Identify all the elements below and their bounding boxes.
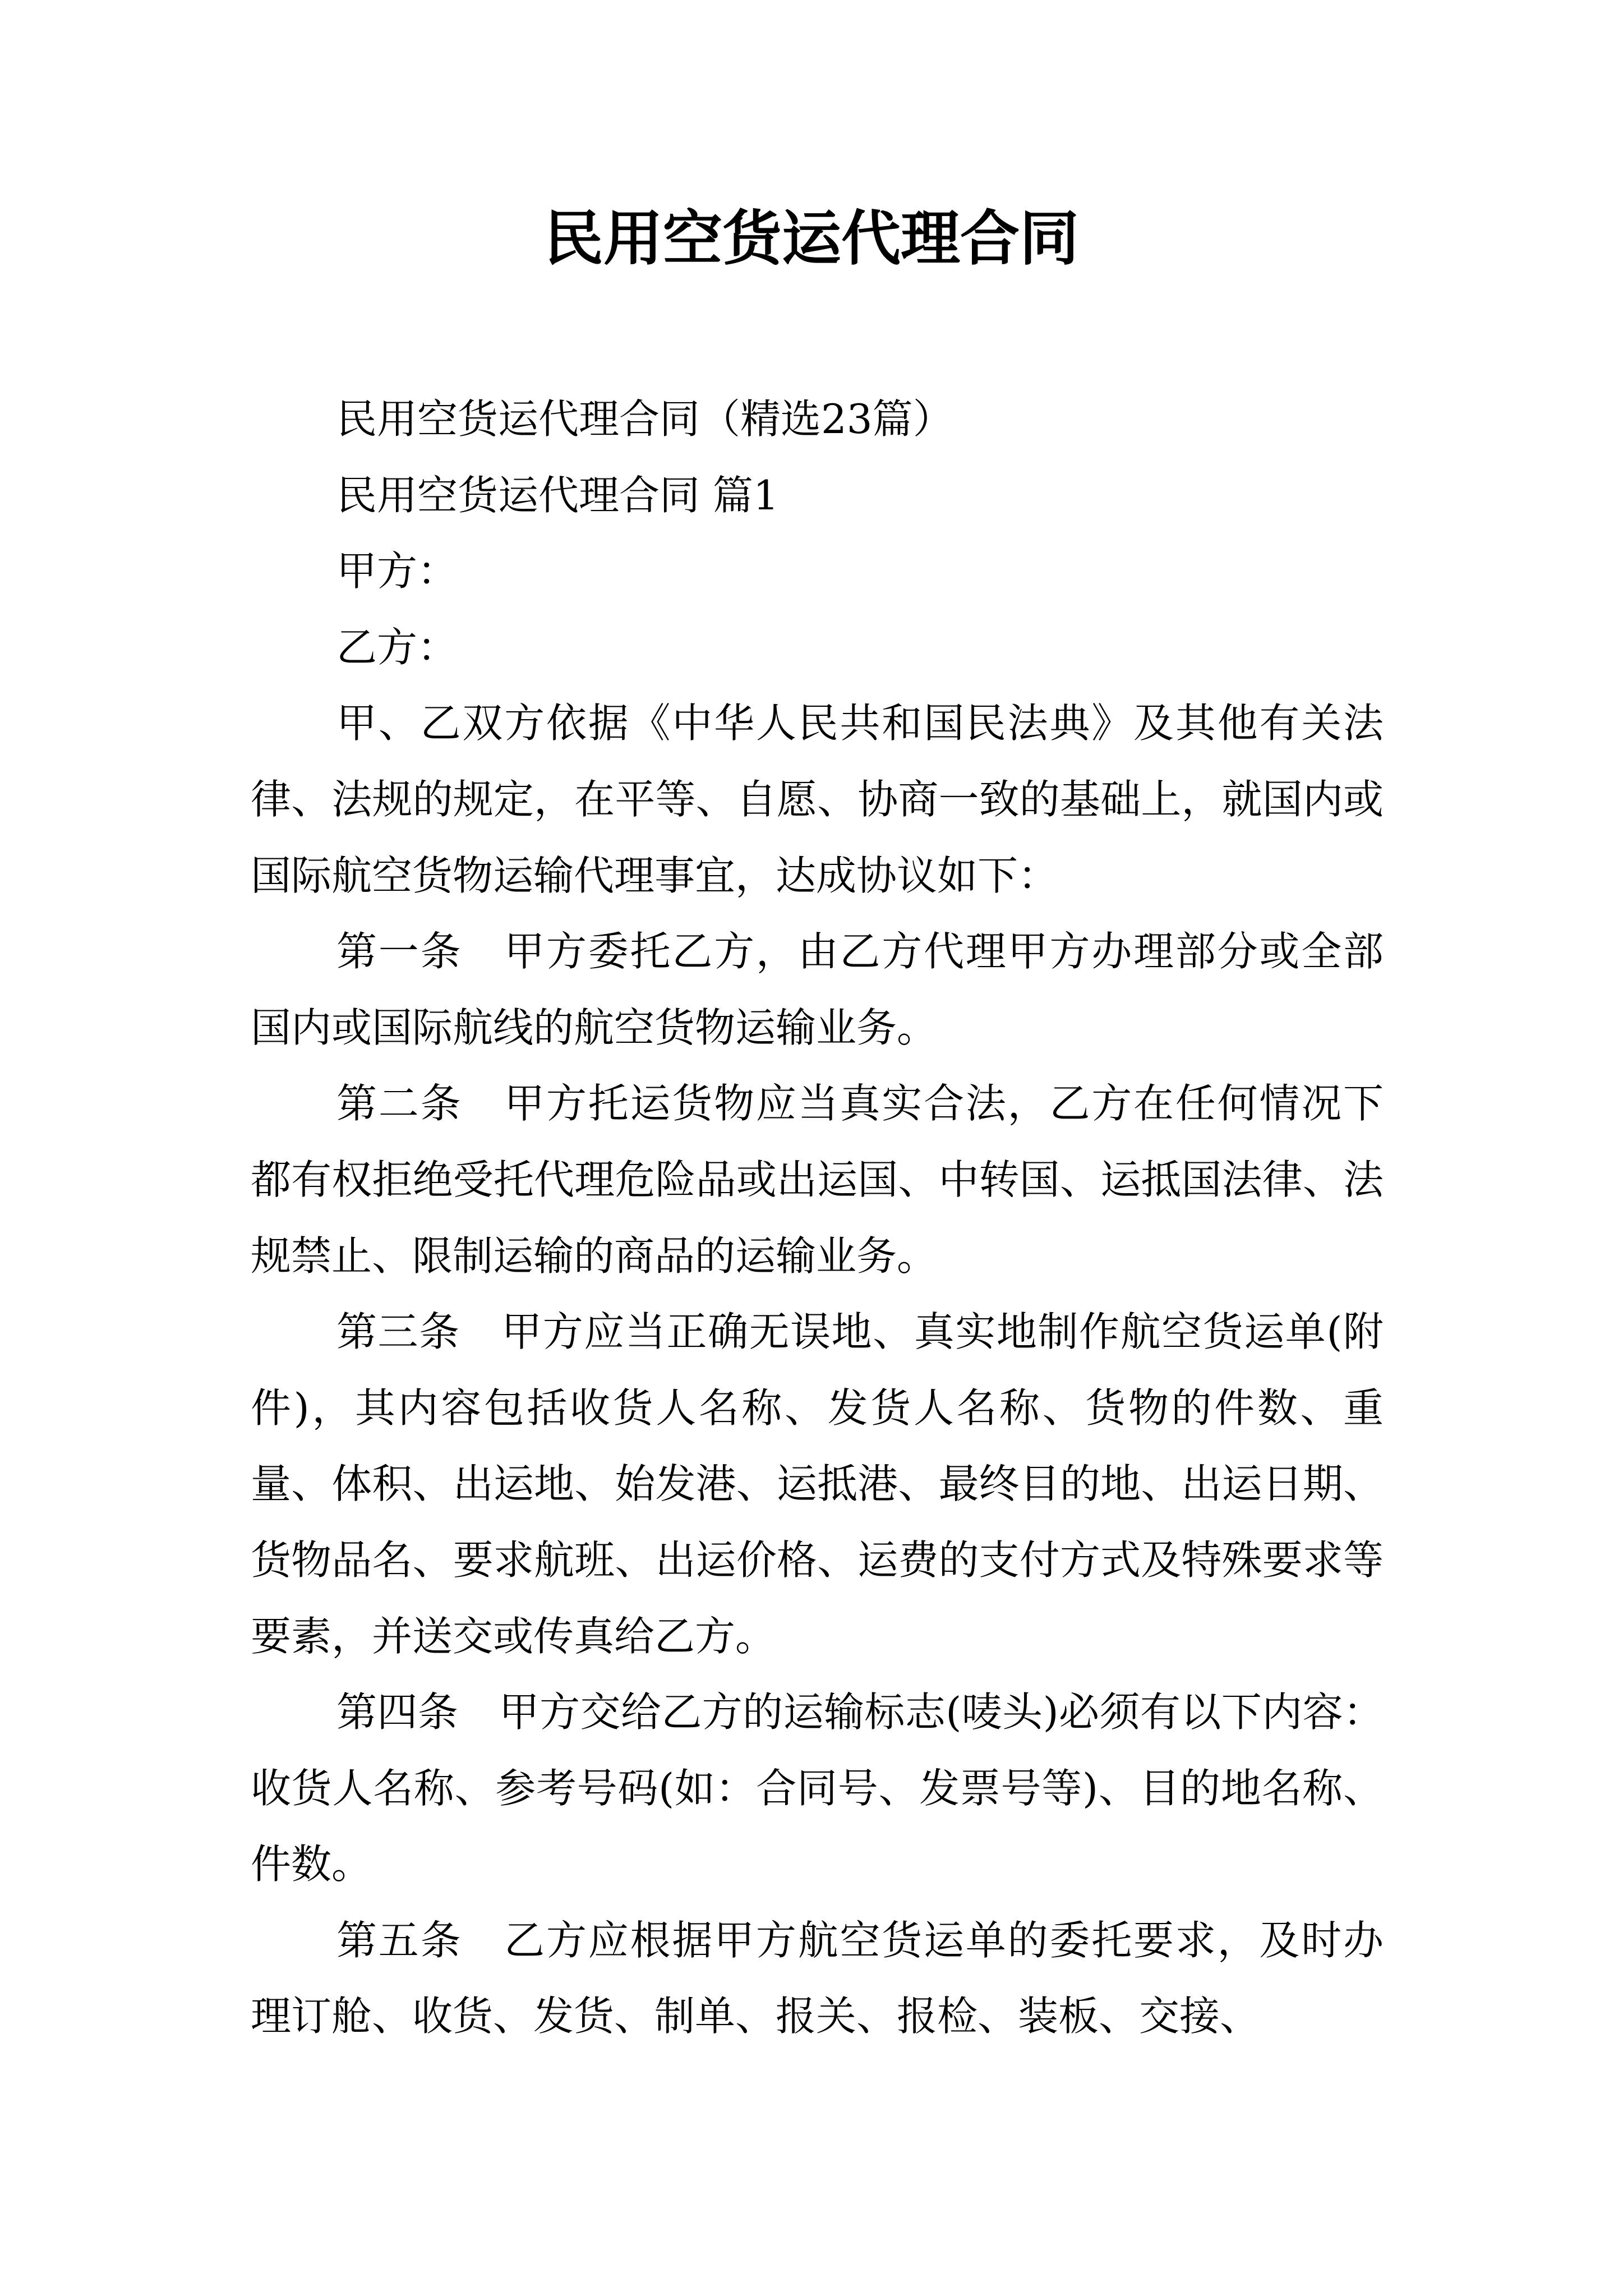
document-body <box>251 381 1384 2055</box>
paragraph-heading-part-1: 民用空货运代理合同 篇1 <box>336 471 779 519</box>
document-title: 民用空货运代理合同 <box>544 203 1079 273</box>
paragraph-preamble: 甲、乙双方依据《中华人民共和国民法典》及其他有关法律、法规的规定，在平等、自愿、协商一致的基础上，就国内或国际航空货物运输代理事宜，达成协议如下： <box>251 700 1384 899</box>
paragraph-article-3: 第三条 甲方应当正确无误地、真实地制作航空货运单(附件)，其内容包括收货人名称、发货人名称、货物的件数、重量、体积、出运地、始发港、运抵港、最终目的地、出运日期、货物品名、要求航班、出运价格、运费的支付方式及特殊要求等要素，并送交或传真给乙方。 <box>251 1308 1384 1660</box>
paragraph-article-1: 第一条 甲方委托乙方，由乙方代理甲方办理部分或全部国内或国际航线的航空货物运输业务。 <box>251 928 1384 1051</box>
paragraph-heading-collection: 民用空货运代理合同（精选23篇） <box>336 395 953 443</box>
paragraph-article-4: 第四条 甲方交给乙方的运输标志(唛头)必须有以下内容：收货人名称、参考号码(如：合同号、发票号等)、目的地名称、件数。 <box>251 1688 1384 1888</box>
paragraph-article-2: 第二条 甲方托运货物应当真实合法，乙方在任何情况下都有权拒绝受托代理危险品或出运国、中转国、运抵国法律、法规禁止、限制运输的商品的运输业务。 <box>251 1080 1384 1280</box>
paragraph-party-b: 乙方： <box>336 623 458 671</box>
paragraph-article-5: 第五条 乙方应根据甲方航空货运单的委托要求，及时办理订舱、收货、发货、制单、报关、报检、装板、交接、 <box>251 1916 1384 2040</box>
paragraph-party-a: 甲方： <box>336 547 458 595</box>
